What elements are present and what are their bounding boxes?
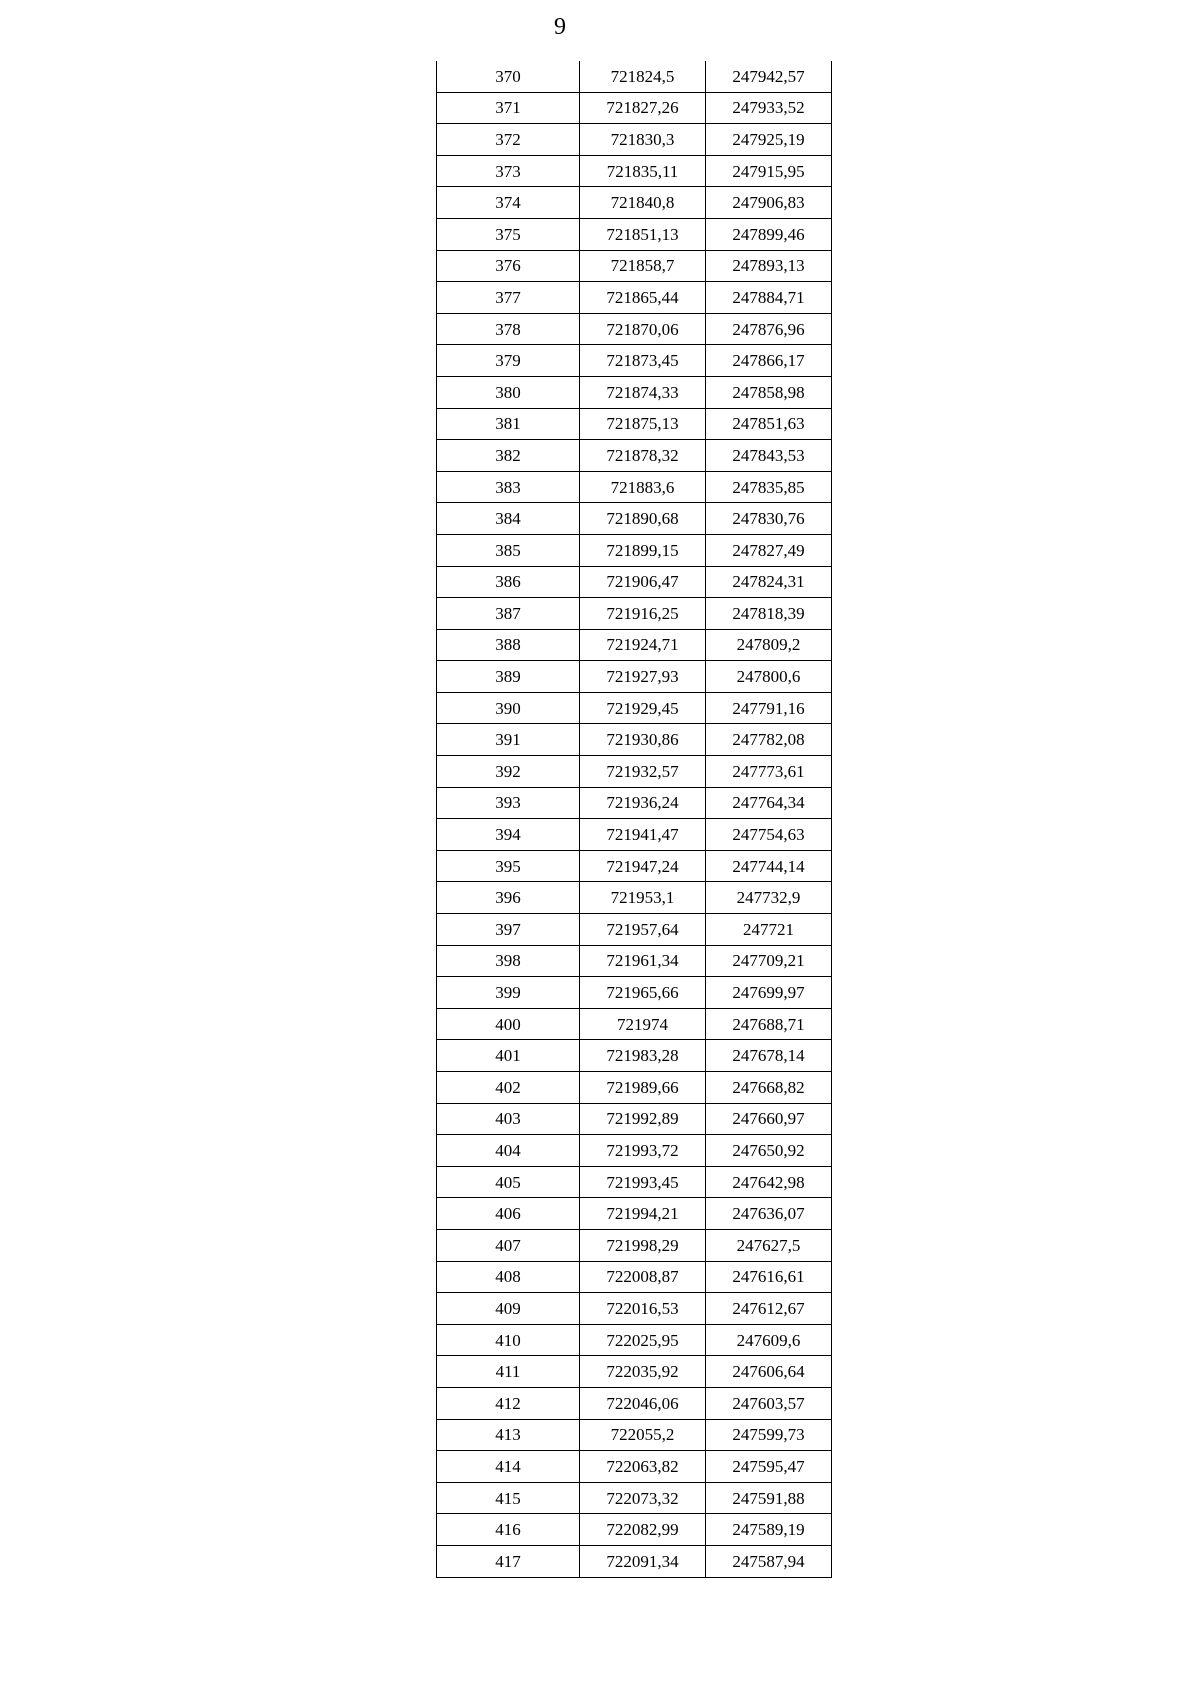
table-row xyxy=(437,1103,832,1135)
table-row xyxy=(437,1198,832,1230)
table-row xyxy=(437,1072,832,1104)
y-coordinate-cell: 247851,63 xyxy=(706,408,832,440)
table-row xyxy=(437,1387,832,1419)
point-number-cell: 397 xyxy=(437,914,580,946)
point-number-cell: 380 xyxy=(437,376,580,408)
point-number-cell: 389 xyxy=(437,661,580,693)
point-number-cell: 382 xyxy=(437,440,580,472)
x-coordinate-cell: 721983,28 xyxy=(580,1040,706,1072)
x-coordinate-cell: 722016,53 xyxy=(580,1293,706,1325)
point-number-cell: 404 xyxy=(437,1135,580,1167)
point-number-cell: 376 xyxy=(437,250,580,282)
y-coordinate-cell: 247754,63 xyxy=(706,819,832,851)
table-row xyxy=(437,61,832,92)
y-coordinate-cell: 247595,47 xyxy=(706,1451,832,1483)
table-row xyxy=(437,819,832,851)
x-coordinate-cell: 721936,24 xyxy=(580,787,706,819)
table-row xyxy=(437,1482,832,1514)
y-coordinate-cell: 247835,85 xyxy=(706,471,832,503)
x-coordinate-cell: 721994,21 xyxy=(580,1198,706,1230)
y-coordinate-cell: 247612,67 xyxy=(706,1293,832,1325)
y-coordinate-cell: 247843,53 xyxy=(706,440,832,472)
y-coordinate-cell: 247925,19 xyxy=(706,124,832,156)
table-row xyxy=(437,629,832,661)
table-row xyxy=(437,598,832,630)
point-number-cell: 394 xyxy=(437,819,580,851)
x-coordinate-cell: 721932,57 xyxy=(580,756,706,788)
point-number-cell: 398 xyxy=(437,945,580,977)
y-coordinate-cell: 247591,88 xyxy=(706,1482,832,1514)
y-coordinate-cell: 247616,61 xyxy=(706,1261,832,1293)
y-coordinate-cell: 247893,13 xyxy=(706,250,832,282)
table-row xyxy=(437,977,832,1009)
point-number-cell: 416 xyxy=(437,1514,580,1546)
y-coordinate-cell: 247884,71 xyxy=(706,282,832,314)
x-coordinate-cell: 721961,34 xyxy=(580,945,706,977)
y-coordinate-cell: 247589,19 xyxy=(706,1514,832,1546)
table-row xyxy=(437,945,832,977)
x-coordinate-cell: 722035,92 xyxy=(580,1356,706,1388)
y-coordinate-cell: 247688,71 xyxy=(706,1008,832,1040)
y-coordinate-cell: 247876,96 xyxy=(706,313,832,345)
point-number-cell: 385 xyxy=(437,534,580,566)
point-number-cell: 413 xyxy=(437,1419,580,1451)
x-coordinate-cell: 722073,32 xyxy=(580,1482,706,1514)
x-coordinate-cell: 722008,87 xyxy=(580,1261,706,1293)
table-row xyxy=(437,471,832,503)
y-coordinate-cell: 247818,39 xyxy=(706,598,832,630)
y-coordinate-cell: 247636,07 xyxy=(706,1198,832,1230)
x-coordinate-cell: 721899,15 xyxy=(580,534,706,566)
point-number-cell: 372 xyxy=(437,124,580,156)
y-coordinate-cell: 247627,5 xyxy=(706,1229,832,1261)
table-row xyxy=(437,692,832,724)
point-number-cell: 405 xyxy=(437,1166,580,1198)
point-number-cell: 401 xyxy=(437,1040,580,1072)
table-row xyxy=(437,1135,832,1167)
table-row xyxy=(437,1229,832,1261)
point-number-cell: 409 xyxy=(437,1293,580,1325)
table-row xyxy=(437,850,832,882)
y-coordinate-cell: 247764,34 xyxy=(706,787,832,819)
point-number-cell: 390 xyxy=(437,692,580,724)
x-coordinate-cell: 721929,45 xyxy=(580,692,706,724)
point-number-cell: 411 xyxy=(437,1356,580,1388)
y-coordinate-cell: 247587,94 xyxy=(706,1545,832,1577)
table-row xyxy=(437,882,832,914)
table-row xyxy=(437,408,832,440)
y-coordinate-cell: 247933,52 xyxy=(706,92,832,124)
point-number-cell: 407 xyxy=(437,1229,580,1261)
table-row xyxy=(437,1451,832,1483)
y-coordinate-cell: 247642,98 xyxy=(706,1166,832,1198)
x-coordinate-cell: 721875,13 xyxy=(580,408,706,440)
point-number-cell: 379 xyxy=(437,345,580,377)
y-coordinate-cell: 247830,76 xyxy=(706,503,832,535)
y-coordinate-cell: 247782,08 xyxy=(706,724,832,756)
y-coordinate-cell: 247744,14 xyxy=(706,850,832,882)
table-row xyxy=(437,282,832,314)
x-coordinate-cell: 721870,06 xyxy=(580,313,706,345)
y-coordinate-cell: 247858,98 xyxy=(706,376,832,408)
point-number-cell: 386 xyxy=(437,566,580,598)
x-coordinate-cell: 721878,32 xyxy=(580,440,706,472)
x-coordinate-cell: 721953,1 xyxy=(580,882,706,914)
point-number-cell: 377 xyxy=(437,282,580,314)
point-number-cell: 417 xyxy=(437,1545,580,1577)
table-row xyxy=(437,787,832,819)
point-number-cell: 383 xyxy=(437,471,580,503)
x-coordinate-cell: 721827,26 xyxy=(580,92,706,124)
x-coordinate-cell: 721993,45 xyxy=(580,1166,706,1198)
y-coordinate-cell: 247906,83 xyxy=(706,187,832,219)
y-coordinate-cell: 247660,97 xyxy=(706,1103,832,1135)
x-coordinate-cell: 722055,2 xyxy=(580,1419,706,1451)
y-coordinate-cell: 247709,21 xyxy=(706,945,832,977)
point-number-cell: 373 xyxy=(437,155,580,187)
x-coordinate-cell: 722063,82 xyxy=(580,1451,706,1483)
point-number-cell: 375 xyxy=(437,218,580,250)
table-row xyxy=(437,1514,832,1546)
y-coordinate-cell: 247827,49 xyxy=(706,534,832,566)
table-row xyxy=(437,1356,832,1388)
table-row xyxy=(437,1545,832,1577)
table-row xyxy=(437,503,832,535)
point-number-cell: 395 xyxy=(437,850,580,882)
table-row xyxy=(437,566,832,598)
y-coordinate-cell: 247866,17 xyxy=(706,345,832,377)
x-coordinate-cell: 722082,99 xyxy=(580,1514,706,1546)
point-number-cell: 402 xyxy=(437,1072,580,1104)
x-coordinate-cell: 721873,45 xyxy=(580,345,706,377)
table-row xyxy=(437,1293,832,1325)
point-number-cell: 412 xyxy=(437,1387,580,1419)
table-row xyxy=(437,155,832,187)
y-coordinate-cell: 247678,14 xyxy=(706,1040,832,1072)
point-number-cell: 400 xyxy=(437,1008,580,1040)
point-number-cell: 415 xyxy=(437,1482,580,1514)
y-coordinate-cell: 247609,6 xyxy=(706,1324,832,1356)
table-row xyxy=(437,914,832,946)
y-coordinate-cell: 247942,57 xyxy=(706,61,832,92)
point-number-cell: 381 xyxy=(437,408,580,440)
table-row xyxy=(437,1261,832,1293)
x-coordinate-cell: 721993,72 xyxy=(580,1135,706,1167)
table-row xyxy=(437,345,832,377)
y-coordinate-cell: 247791,16 xyxy=(706,692,832,724)
table-row xyxy=(437,1166,832,1198)
x-coordinate-cell: 722091,34 xyxy=(580,1545,706,1577)
table-row xyxy=(437,756,832,788)
point-number-cell: 396 xyxy=(437,882,580,914)
x-coordinate-cell: 721974 xyxy=(580,1008,706,1040)
y-coordinate-cell: 247800,6 xyxy=(706,661,832,693)
table-row xyxy=(437,124,832,156)
table-row xyxy=(437,1008,832,1040)
page-number: 9 xyxy=(554,14,566,40)
point-number-cell: 374 xyxy=(437,187,580,219)
point-number-cell: 410 xyxy=(437,1324,580,1356)
x-coordinate-cell: 721865,44 xyxy=(580,282,706,314)
y-coordinate-cell: 247699,97 xyxy=(706,977,832,1009)
point-number-cell: 403 xyxy=(437,1103,580,1135)
x-coordinate-cell: 721927,93 xyxy=(580,661,706,693)
y-coordinate-cell: 247899,46 xyxy=(706,218,832,250)
table-row xyxy=(437,724,832,756)
x-coordinate-cell: 721824,5 xyxy=(580,61,706,92)
x-coordinate-cell: 722025,95 xyxy=(580,1324,706,1356)
x-coordinate-cell: 721874,33 xyxy=(580,376,706,408)
table-row xyxy=(437,92,832,124)
x-coordinate-cell: 721916,25 xyxy=(580,598,706,630)
point-number-cell: 414 xyxy=(437,1451,580,1483)
point-number-cell: 387 xyxy=(437,598,580,630)
y-coordinate-cell: 247773,61 xyxy=(706,756,832,788)
y-coordinate-cell: 247824,31 xyxy=(706,566,832,598)
point-number-cell: 393 xyxy=(437,787,580,819)
x-coordinate-cell: 721830,3 xyxy=(580,124,706,156)
table-row xyxy=(437,1040,832,1072)
x-coordinate-cell: 721883,6 xyxy=(580,471,706,503)
table-row xyxy=(437,661,832,693)
y-coordinate-cell: 247668,82 xyxy=(706,1072,832,1104)
y-coordinate-cell: 247809,2 xyxy=(706,629,832,661)
x-coordinate-cell: 721992,89 xyxy=(580,1103,706,1135)
point-number-cell: 399 xyxy=(437,977,580,1009)
y-coordinate-cell: 247599,73 xyxy=(706,1419,832,1451)
x-coordinate-cell: 721906,47 xyxy=(580,566,706,598)
x-coordinate-cell: 721858,7 xyxy=(580,250,706,282)
point-number-cell: 371 xyxy=(437,92,580,124)
y-coordinate-cell: 247606,64 xyxy=(706,1356,832,1388)
table-row xyxy=(437,313,832,345)
y-coordinate-cell: 247915,95 xyxy=(706,155,832,187)
point-number-cell: 388 xyxy=(437,629,580,661)
x-coordinate-cell: 721851,13 xyxy=(580,218,706,250)
y-coordinate-cell: 247721 xyxy=(706,914,832,946)
x-coordinate-cell: 721835,11 xyxy=(580,155,706,187)
table-row xyxy=(437,250,832,282)
table-row xyxy=(437,218,832,250)
x-coordinate-cell: 722046,06 xyxy=(580,1387,706,1419)
point-number-cell: 406 xyxy=(437,1198,580,1230)
x-coordinate-cell: 721840,8 xyxy=(580,187,706,219)
x-coordinate-cell: 721947,24 xyxy=(580,850,706,882)
x-coordinate-cell: 721957,64 xyxy=(580,914,706,946)
table-row xyxy=(437,440,832,472)
table-row xyxy=(437,1419,832,1451)
point-number-cell: 378 xyxy=(437,313,580,345)
x-coordinate-cell: 721998,29 xyxy=(580,1229,706,1261)
x-coordinate-cell: 721930,86 xyxy=(580,724,706,756)
point-number-cell: 392 xyxy=(437,756,580,788)
coordinates-table xyxy=(436,61,832,1578)
table-row xyxy=(437,187,832,219)
point-number-cell: 370 xyxy=(437,61,580,92)
y-coordinate-cell: 247603,57 xyxy=(706,1387,832,1419)
x-coordinate-cell: 721989,66 xyxy=(580,1072,706,1104)
point-number-cell: 408 xyxy=(437,1261,580,1293)
y-coordinate-cell: 247650,92 xyxy=(706,1135,832,1167)
x-coordinate-cell: 721965,66 xyxy=(580,977,706,1009)
x-coordinate-cell: 721941,47 xyxy=(580,819,706,851)
y-coordinate-cell: 247732,9 xyxy=(706,882,832,914)
x-coordinate-cell: 721924,71 xyxy=(580,629,706,661)
table-row xyxy=(437,534,832,566)
table-row xyxy=(437,1324,832,1356)
x-coordinate-cell: 721890,68 xyxy=(580,503,706,535)
point-number-cell: 384 xyxy=(437,503,580,535)
point-number-cell: 391 xyxy=(437,724,580,756)
coordinates-table-body xyxy=(437,61,832,1577)
table-row xyxy=(437,376,832,408)
